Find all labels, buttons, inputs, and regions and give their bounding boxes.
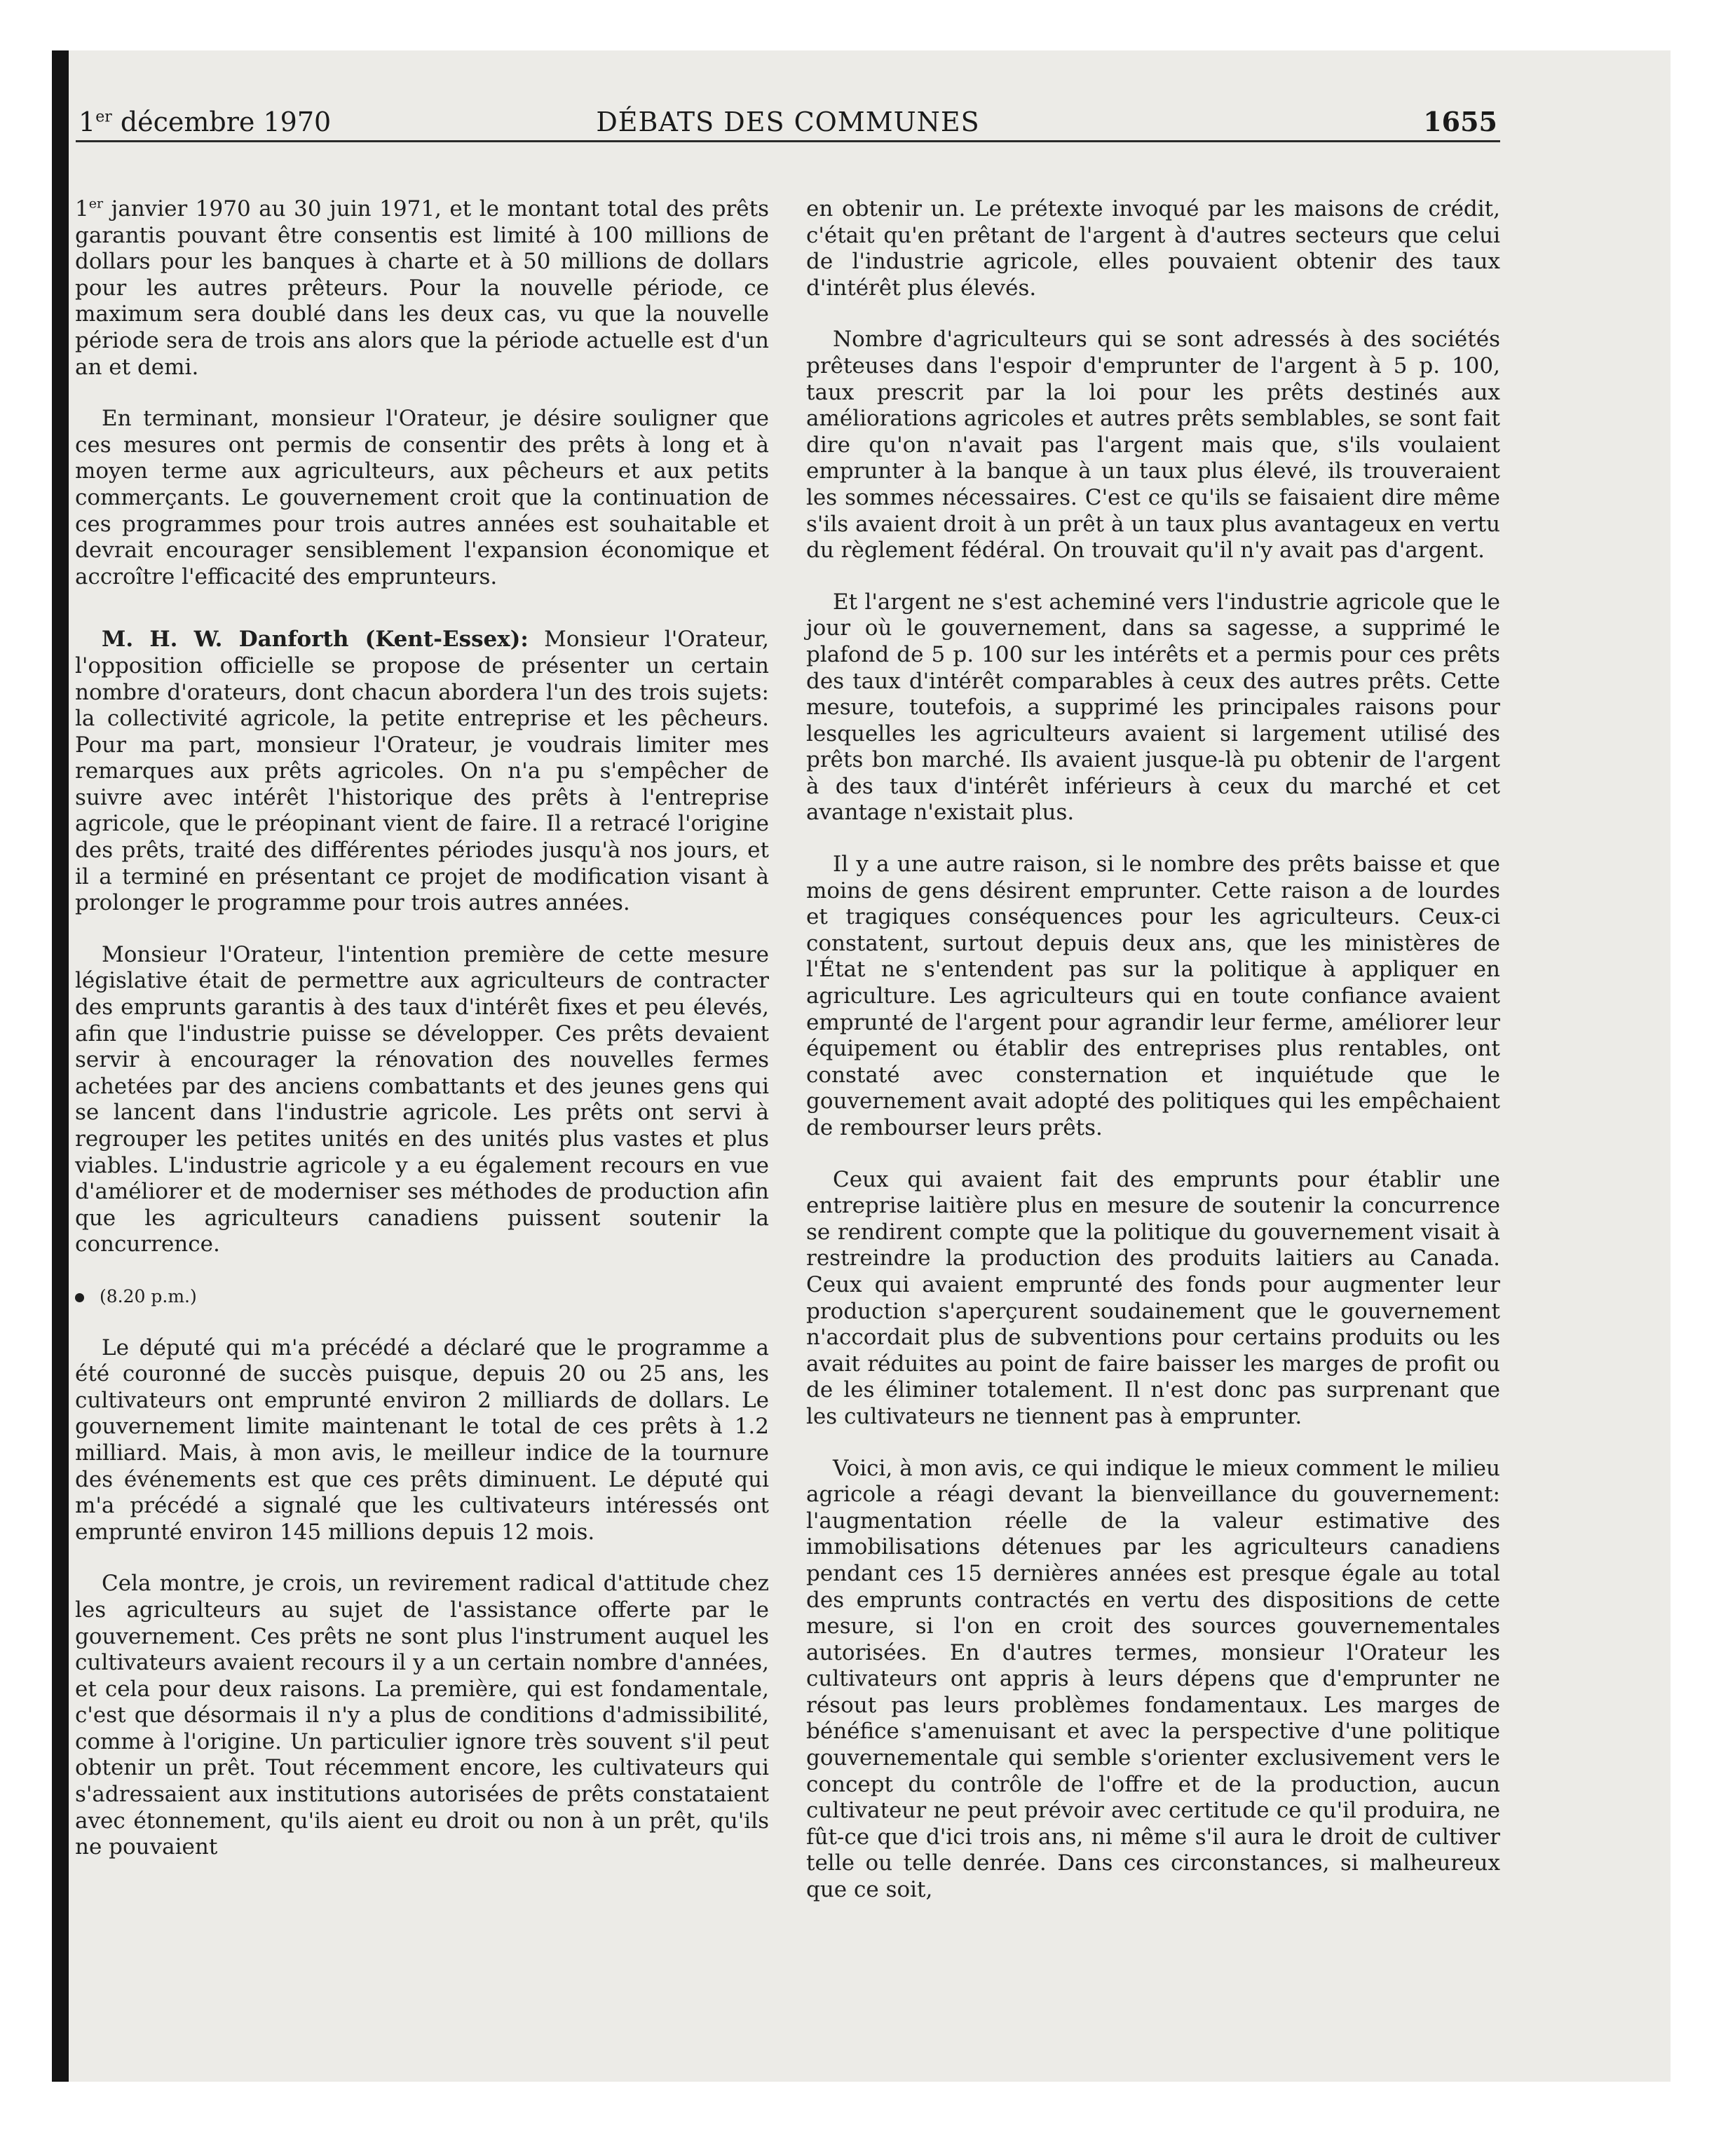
time-marker bbox=[75, 1283, 769, 1310]
paragraph: Ceux qui avaient fait des emprunts pour établir une entreprise laitière plus en mesure de soutenir la concurrence se rendirent compte que la politique du gouvernement visait à restreindre la production des produits laitiers au Canada. Ceux qui avaient emprunté des fonds pour augmenter leur production s'aperçurent soudainement que le gouvernement n'accordait plus de subventions pour certains produits ou les avait réduites au point de faire baisser les marges de profit ou de les éliminer totalement. Il n'est donc pas surprenant que les cultivateurs ne tiennent pas à emprunter. bbox=[806, 1166, 1500, 1429]
paragraph: en obtenir un. Le prétexte invoqué par les maisons de crédit, c'était qu'en prêtant de l'argent à d'autres secteurs que celui de l'industrie agricole, elles pouvaient obtenir des taux d'intérêt plus élevés. bbox=[806, 196, 1500, 301]
paragraph: Et l'argent ne s'est acheminé vers l'industrie agricole que le jour où le gouvernement, dans sa sagesse, a supprimé le plafond de 5 p. 100 sur les intérêts et a permis pour ces prêts des taux d'intérêt comparables à ceux des autres prêts. Cette mesure, toutefois, a supprimé les principales raisons pour lesquelles les agriculteurs avaient si largement utilisé des prêts bon marché. Ils avaient jusque-là pu obtenir de l'argent à des taux d'intérêt inférieurs à ceux du marché et cet avantage n'existait plus. bbox=[806, 589, 1500, 826]
right-column bbox=[806, 196, 1500, 2012]
paragraph: Cela montre, je crois, un revirement radical d'attitude chez les agriculteurs au sujet de l'assistance offerte par le gouvernement. Ces prêts ne sont plus l'instrument auquel les cultivateurs avaient recours il y a un certain nombre d'années, et cela pour deux raisons. La première, qui est fondamentale, c'est que désormais il n'y a plus de conditions d'admissibilité, comme à l'origine. Un particulier ignore très souvent s'il peut obtenir un prêt. Tout récemment encore, les cultivateurs qui s'adressaient aux institutions autorisées de prêts constataient avec étonnement, qu'ils aient eu droit ou non à un prêt, qu'ils ne pouvaient bbox=[75, 1571, 769, 1860]
p1-sup: er bbox=[88, 196, 104, 212]
paragraph: Nombre d'agriculteurs qui se sont adressés à des sociétés prêteuses dans l'espoir d'emprunter de l'argent à 5 p. 100, taux prescrit par la loi pour les prêts destinés aux améliorations agricoles et autres prêts semblables, se sont fait dire qu'on n'avait pas l'argent mais que, s'ils voulaient emprunter à la banque à un taux plus élevé, ils trouveraient les sommes nécessaires. C'est ce qu'ils se faisaient dire même s'ils avaient droit à un prêt à un taux plus avantageux en vertu du règlement fédéral. On trouvait qu'il n'y avait pas d'argent. bbox=[806, 327, 1500, 564]
paragraph bbox=[75, 196, 769, 381]
paragraph: Monsieur l'Orateur, l'intention première de cette mesure législative était de permettre aux agriculteurs de contracter des emprunts garantis à des taux d'intérêt fixes et peu élevés, afin que l'industrie puisse se développer. Ces prêts devaient servir à encourager la rénovation des nouvelles fermes achetées par des anciens combattants et des jeunes gens qui se lancent dans l'industrie agricole. Les prêts ont servi à regrouper les petites unités en des unités plus vastes et plus viables. L'industrie agricole y a eu également recours en vue d'améliorer et de moderniser ses méthodes de production afin que les agriculteurs canadiens puissent soutenir la concurrence. bbox=[75, 941, 769, 1257]
paragraph: Il y a une autre raison, si le nombre des prêts baisse et que moins de gens désirent emprunter. Cette raison a de lourdes et tragiques conséquences pour les agriculteurs. Ceux-ci constatent, surtout depuis deux ans, que les ministères de l'État ne s'entendent pas sur la politique à appliquer en agriculture. Les agriculteurs qui en toute confiance avaient emprunté de l'argent pour agrandir leur ferme, améliorer leur équipement ou établir des entreprises plus rentables, ont constaté avec consternation et inquiétude que le gouvernement avait adopté des politiques qui les empêchaient de rembourser leurs prêts. bbox=[806, 852, 1500, 1140]
bullet-icon bbox=[75, 1293, 84, 1302]
p1-day: 1 bbox=[75, 196, 89, 221]
speaker-name: M. H. W. Danforth (Kent-Essex): bbox=[102, 627, 529, 653]
speaker-text: Monsieur l'Orateur, l'opposition officielle se propose de présenter un certain nombre d'orateurs, dont chacun abordera l'un des trois sujets: la collectivité agricole, la petite entreprise et les pêcheurs. Pour ma part, monsieur l'Orateur, je voudrais limiter mes remarques aux prêts agricoles. On n'a pu s'empêcher de suivre avec intérêt l'historique des prêts à l'entreprise agricole, que le préopinant vient de faire. Il a retracé l'origine des prêts, traité des différentes périodes jusqu'à nos jours, et il a terminé en présentant ce projet de modification visant à prolonger le programme pour trois autres années. bbox=[75, 627, 769, 916]
p1-text: janvier 1970 au 30 juin 1971, et le montant total des prêts garantis pouvant être consentis est limité à 100 millions de dollars pour les banques à charte et à 50 millions de dollars pour les autres prêteurs. Pour la nouvelle période, ce maximum sera doublé dans les deux cas, vu que la nouvelle période sera de trois ans alors que la période actuelle est d'un an et demi. bbox=[75, 196, 769, 380]
paragraph: En terminant, monsieur l'Orateur, je désire souligner que ces mesures ont permis de consentir des prêts à long et à moyen terme aux agriculteurs, aux pêcheurs et aux petits commerçants. Le gouvernement croit que la continuation de ces programmes pour trois autres années est souhaitable et devrait encourager sensiblement l'expansion économique et accroître l'efficacité des emprunteurs. bbox=[75, 406, 769, 589]
time-marker-text: (8.20 p.m.) bbox=[100, 1285, 197, 1306]
speaker-paragraph bbox=[75, 627, 769, 917]
header-date-rest: décembre 1970 bbox=[111, 107, 332, 137]
page-number: 1655 bbox=[1423, 106, 1497, 137]
paragraph: Voici, à mon avis, ce qui indique le mieux comment le milieu agricole a réagi devant la bienveillance du gouvernement: l'augmentation réelle de la valeur estimative des immobilisations détenues par les agriculteurs canadiens pendant ces 15 dernières années est presque égale au total des emprunts contractés en vertu des dispositions de cette mesure, si l'on en croit des sources gouvernementales autorisées. En d'autres termes, monsieur l'Orateur les cultivateurs ont appris à leurs dépens que d'emprunter ne résout pas leurs problèmes fondamentaux. Les marges de bénéfice s'amenuisant et avec la perspective d'une politique gouvernementale qui semble s'orienter exclusivement vers le concept du contrôle de l'offre et de la production, aucun cultivateur ne peut prévoir avec certitude ce qu'il produira, ne fût-ce que d'ici trois ans, ni même s'il aura le droit de cultiver telle ou telle denrée. Dans ces circonstances, si malheureux que ce soit, bbox=[806, 1455, 1500, 1903]
header-title: DÉBATS DES COMMUNES bbox=[596, 107, 980, 137]
left-column bbox=[75, 196, 769, 2012]
header-date-sup: er bbox=[95, 108, 112, 126]
paragraph: Le député qui m'a précédé a déclaré que le programme a été couronné de succès puisque, depuis 20 ou 25 ans, les cultivateurs ont emprunté environ 2 milliards de dollars. Le gouvernement limite maintenant le total de ces prêts à 1.2 milliard. Mais, à mon avis, le meilleur indice de la tournure des événements est que ces prêts diminuent. Le député qui m'a précédé a signalé que les cultivateurs intéressés ont emprunté environ 145 millions depuis 12 mois. bbox=[75, 1335, 769, 1545]
header-date-day: 1 bbox=[79, 107, 96, 137]
page-header bbox=[76, 101, 1500, 142]
scan-edge bbox=[52, 50, 69, 2082]
